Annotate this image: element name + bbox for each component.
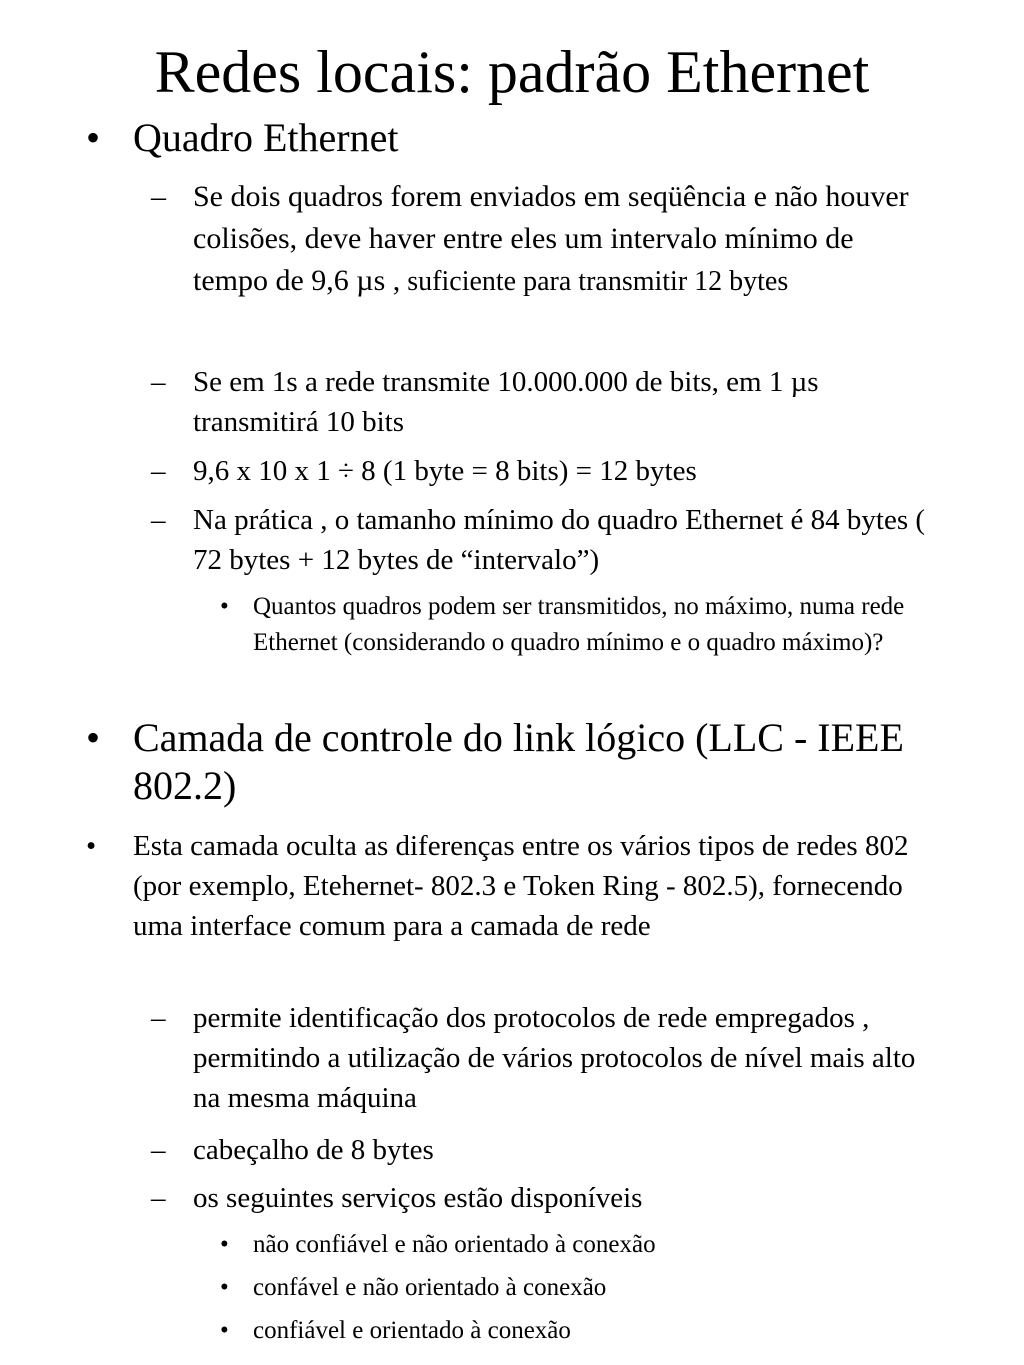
sub-sub-item-text: não confiável e não orientado à conexão bbox=[253, 1231, 656, 1258]
sub-item-text-small: suficiente para transmitir 12 bytes bbox=[400, 266, 789, 297]
bullet-dot-icon: • bbox=[86, 715, 101, 760]
sub-sub-item-servico-2 bbox=[220, 1270, 923, 1306]
sub-item-text: Se dois quadros forem enviados em seqüência e não houver colisões, deve haver entre eles um intervalo mínimo de tempo de 9,6 µs , bbox=[193, 180, 909, 297]
bullet-dot-icon: • bbox=[220, 593, 229, 620]
bullet-text: Esta camada oculta as diferenças entre os vários tipos de redes 802 (por exemplo, Etehernet- 802.3 e Token Ring - 802.5), fornecendo uma interface comum para a camada de rede bbox=[133, 830, 909, 942]
sub-item-text: 9,6 x 10 x 1 ÷ 8 (1 byte = 8 bits) = 12 bytes bbox=[193, 455, 697, 487]
bullet-dash-icon: – bbox=[151, 504, 166, 536]
sub-sub-item-text: Quantos quadros podem ser transmitidos, no máximo, numa rede Ethernet (considerando o quadro mínimo e o quadro máximo)? bbox=[253, 593, 905, 656]
bullet-item-camada-oculta bbox=[86, 826, 933, 946]
sub-item-identificacao-protocolos bbox=[151, 998, 928, 1118]
sub-sub-item-servico-1 bbox=[220, 1227, 923, 1263]
bullet-dot-icon: • bbox=[86, 115, 101, 160]
bullet-text: Quadro Ethernet bbox=[133, 115, 399, 160]
bullet-dash-icon: – bbox=[151, 180, 166, 213]
sub-item-tamanho-minimo bbox=[151, 500, 928, 580]
bullet-dash-icon: – bbox=[151, 455, 166, 487]
sub-sub-item-pergunta bbox=[220, 589, 923, 661]
sub-item-calculo bbox=[151, 451, 928, 491]
bullet-dot-icon: • bbox=[86, 830, 97, 862]
sub-item-text: Na prática , o tamanho mínimo do quadro Ethernet é 84 bytes ( 72 bytes + 12 bytes de “intervalo”) bbox=[193, 504, 926, 576]
bullet-dot-icon: • bbox=[220, 1274, 229, 1301]
sub-item-text: Se em 1s a rede transmite 10.000.000 de bits, em 1 µs transmitirá 10 bits bbox=[193, 366, 819, 438]
bullet-dash-icon: – bbox=[151, 1134, 166, 1166]
bullet-dash-icon: – bbox=[151, 1002, 166, 1034]
bullet-text: Camada de controle do link lógico (LLC - IEEE 802.2) bbox=[133, 715, 904, 808]
bullet-dash-icon: – bbox=[151, 366, 166, 398]
bullet-dot-icon: • bbox=[220, 1231, 229, 1258]
sub-item-text: cabeçalho de 8 bytes bbox=[193, 1134, 434, 1166]
sub-sub-item-text: confável e não orientado à conexão bbox=[253, 1274, 607, 1301]
slide-title: Redes locais: padrão Ethernet bbox=[154, 39, 870, 105]
sub-item-text: permite identificação dos protocolos de rede empregados , permitindo a utilização de vários protocolos de nível mais alto na mesma máquina bbox=[193, 1002, 916, 1114]
bullet-item-quadro-ethernet bbox=[86, 114, 933, 162]
sub-item-taxa-transmissao bbox=[151, 362, 928, 442]
sub-item-intervalo-minimo bbox=[151, 176, 928, 303]
sub-item-cabecalho bbox=[151, 1130, 928, 1170]
sub-item-servicos bbox=[151, 1178, 928, 1218]
sub-sub-item-text: confiável e orientado à conexão bbox=[253, 1317, 571, 1344]
bullet-item-llc bbox=[86, 714, 933, 810]
bullet-dot-icon: • bbox=[220, 1317, 229, 1344]
sub-item-text: os seguintes serviços estão disponíveis bbox=[193, 1182, 643, 1214]
bullet-dash-icon: – bbox=[151, 1182, 166, 1214]
sub-sub-item-servico-3 bbox=[220, 1313, 923, 1349]
